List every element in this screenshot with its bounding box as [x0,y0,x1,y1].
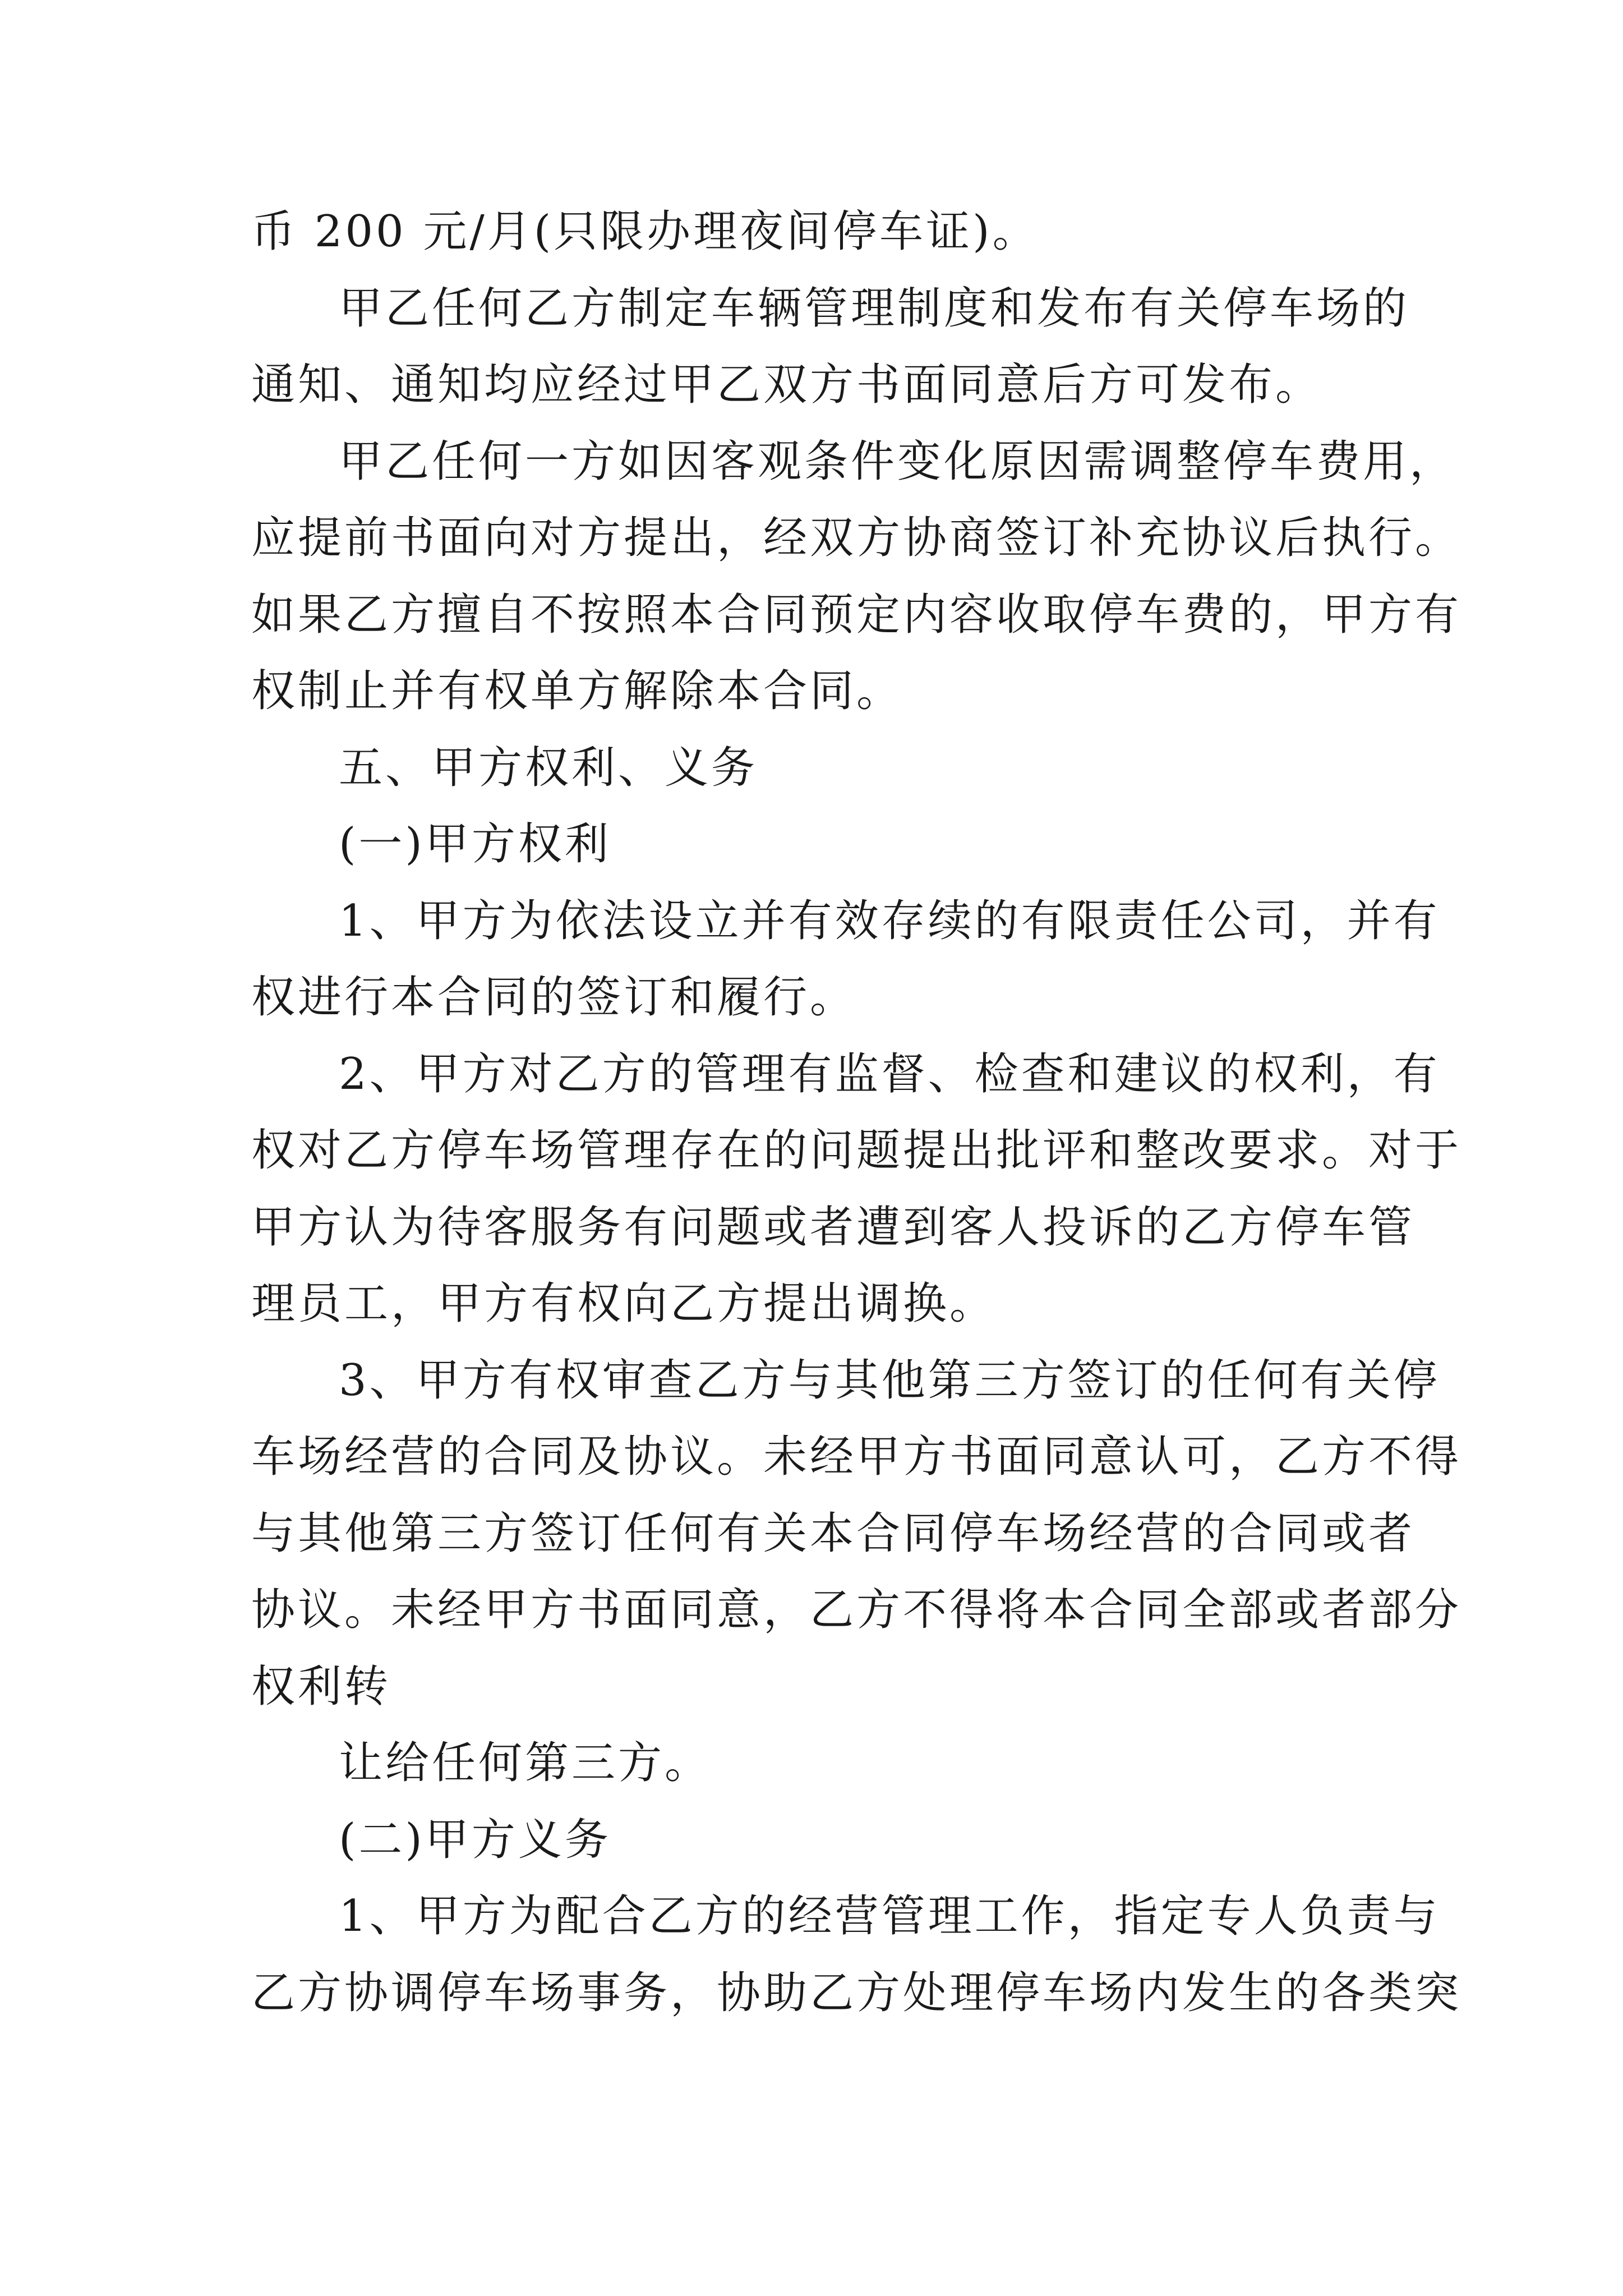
text-line: 理员工，甲方有权向乙方提出调换。 [251,1278,997,1329]
text-line: 甲乙任何一方如因客观条件变化原因需调整停车费用， [339,436,1456,487]
text-line: 3、甲方有权审查乙方与其他第三方签订的任何有关停 [339,1355,1440,1406]
text-line: (一)甲方权利 [339,819,611,869]
text-line: 权对乙方停车场管理存在的问题提出批评和整改要求。对于 [251,1125,1462,1176]
text-line: 甲乙任何乙方制定车辆管理制度和发布有关停车场的 [339,283,1410,334]
text-line: 甲方认为待客服务有问题或者遭到客人投诉的乙方停车管 [251,1202,1415,1253]
text-line: 协议。未经甲方书面同意，乙方不得将本合同全部或者部分 [251,1585,1462,1635]
text-line: 权进行本合同的签订和履行。 [251,972,857,1023]
text-line: 权制止并有权单方解除本合同。 [251,666,903,716]
text-line: 让给任何第三方。 [339,1738,712,1788]
text-line: 如果乙方擅自不按照本合同预定内容收取停车费的，甲方有 [251,589,1462,640]
text-line: 乙方协调停车场事务，协助乙方处理停车场内发生的各类突 [251,1967,1462,2018]
text-line: 2、甲方对乙方的管理有监督、检查和建议的权利，有 [339,1048,1440,1099]
text-line: (二)甲方义务 [339,1814,611,1865]
text-line: 车场经营的合同及协议。未经甲方书面同意认可，乙方不得 [251,1432,1462,1482]
text-line: 应提前书面向对方提出，经双方协商签订补充协议后执行。 [251,513,1462,563]
text-line: 五、甲方权利、义务 [339,742,758,793]
text-line: 通知、通知均应经过甲乙双方书面同意后方可发布。 [251,360,1322,410]
text-line: 1、甲方为依法设立并有效存续的有限责任公司，并有 [339,895,1440,946]
text-line: 权利转 [251,1661,391,1712]
text-line: 币 200 元/月(只限办理夜间停车证)。 [251,206,1039,257]
text-line: 与其他第三方签订任何有关本合同停车场经营的合同或者 [251,1508,1415,1559]
document-body [251,194,1462,2031]
text-line: 1、甲方为配合乙方的经营管理工作，指定专人负责与 [339,1891,1440,1941]
